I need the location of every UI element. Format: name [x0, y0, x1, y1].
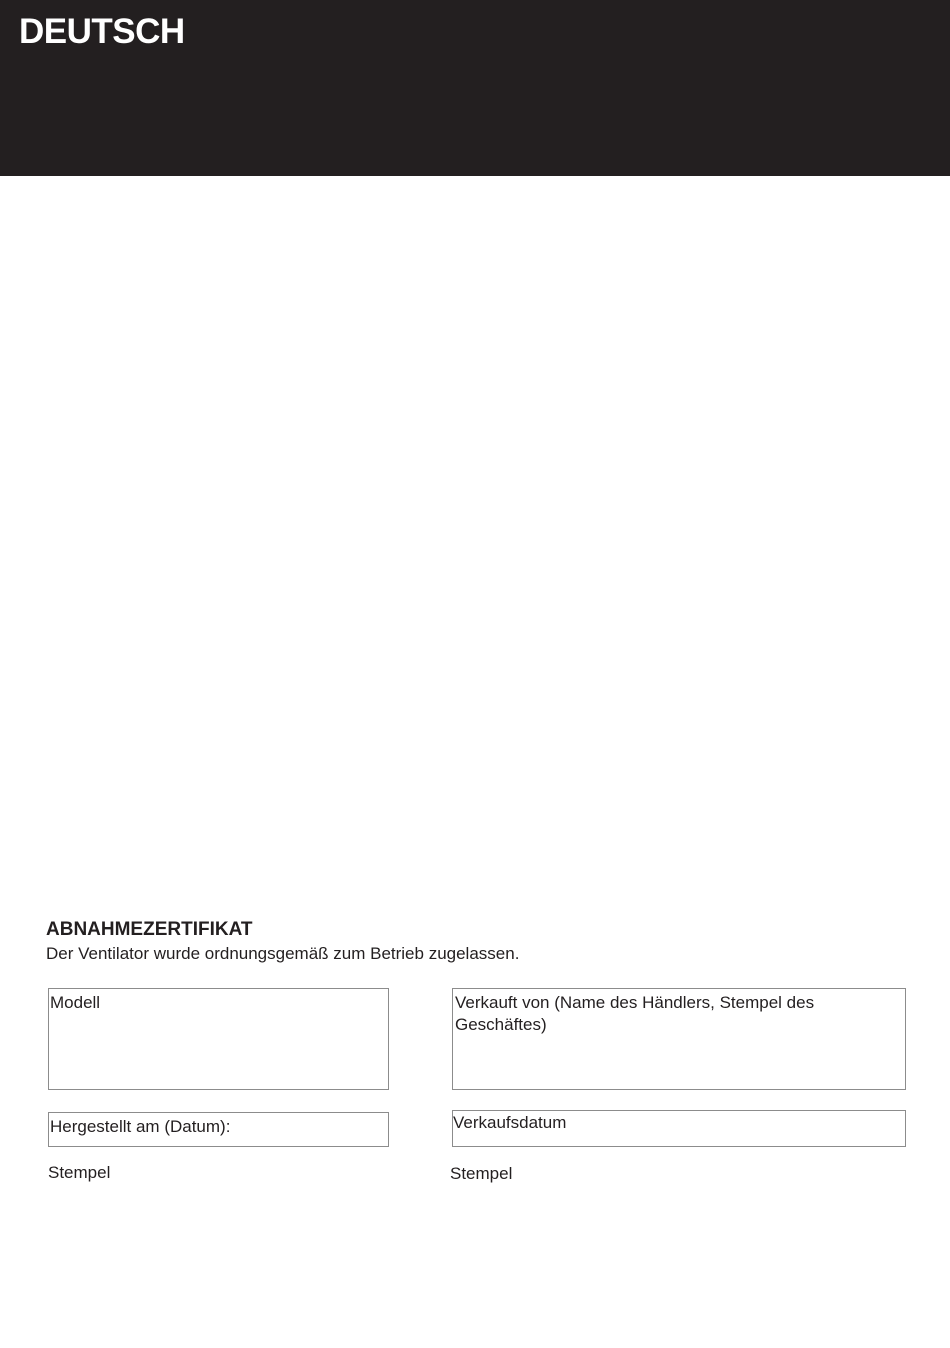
- sold-by-field[interactable]: [452, 988, 906, 1090]
- header-band: [0, 0, 950, 176]
- sold-by-field-label: Verkauft von (Name des Händlers, Stempel des Geschäftes): [455, 993, 815, 1034]
- manufactured-on-field-label: Hergestellt am (Datum):: [50, 1117, 231, 1136]
- stamp-label-left: Stempel: [48, 1163, 111, 1182]
- certificate-subtitle: Der Ventilator wurde ordnungsgemäß zum Betrieb zugelassen.: [46, 944, 520, 963]
- certificate-title: ABNAHMEZERTIFIKAT: [46, 919, 253, 940]
- model-field[interactable]: [48, 988, 389, 1090]
- model-field-label: Modell: [50, 993, 101, 1012]
- manufactured-on-field[interactable]: [48, 1112, 389, 1147]
- language-heading: DEUTSCH: [19, 12, 185, 51]
- sale-date-field-label: Verkaufsdatum: [453, 1113, 567, 1132]
- stamp-label-right: Stempel: [450, 1164, 513, 1183]
- sale-date-field[interactable]: [452, 1110, 906, 1147]
